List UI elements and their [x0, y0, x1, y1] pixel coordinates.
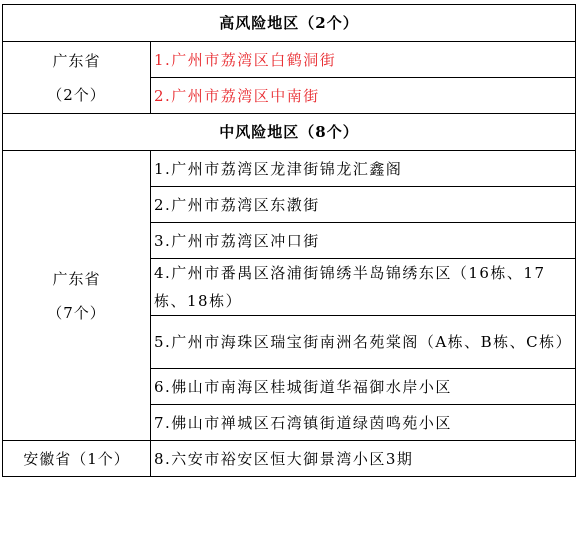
high-risk-province-cell: [3, 42, 151, 114]
province-count: （2个）: [47, 85, 106, 104]
medium-risk-area-item: 2.广州市荔湾区东漖街: [151, 187, 576, 223]
medium-risk-row: [3, 441, 576, 477]
medium-risk-row: [3, 151, 576, 187]
risk-areas-table: [2, 4, 576, 477]
anhui-province-cell: 安徽省（1个）: [3, 441, 151, 477]
medium-risk-area-item: 5.广州市海珠区瑞宝街南洲名苑棠阁（A栋、B栋、C栋）: [151, 316, 576, 369]
province-name: 广东省: [52, 51, 101, 70]
province-count: （7个）: [47, 303, 106, 322]
medium-risk-area-item: 8.六安市裕安区恒大御景湾小区3期: [151, 441, 576, 477]
high-risk-row: [3, 42, 576, 78]
medium-risk-title: 中风险地区（8个）: [3, 114, 576, 151]
high-risk-title: 高风险地区（2个）: [3, 5, 576, 42]
medium-risk-area-item: 4.广州市番禺区洛浦街锦绣半岛锦绣东区（16栋、17栋、18栋）: [151, 259, 576, 316]
medium-risk-area-item: 6.佛山市南海区桂城街道华福御水岸小区: [151, 369, 576, 405]
medium-risk-header-row: [3, 114, 576, 151]
high-risk-area-item: 1.广州市荔湾区白鹤洞街: [151, 42, 576, 78]
high-risk-header-row: [3, 5, 576, 42]
province-name: 广东省: [52, 269, 101, 288]
medium-risk-province-cell: [3, 151, 151, 441]
medium-risk-area-item: 7.佛山市禅城区石湾镇街道绿茵鸣苑小区: [151, 405, 576, 441]
medium-risk-area-item: 1.广州市荔湾区龙津街锦龙汇鑫阁: [151, 151, 576, 187]
medium-risk-area-item: 3.广州市荔湾区冲口街: [151, 223, 576, 259]
high-risk-area-item: 2.广州市荔湾区中南街: [151, 78, 576, 114]
